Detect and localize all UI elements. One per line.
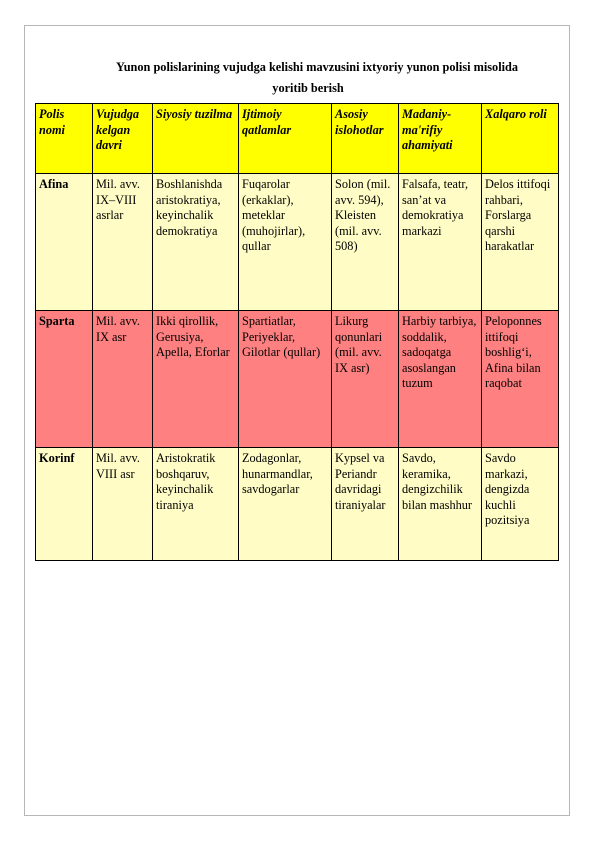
cell-reforms: Solon (mil. avv. 594), Kleisten (mil. avv. 508) bbox=[332, 174, 399, 311]
cell-period: Mil. avv. IX–VIII asrlar bbox=[93, 174, 153, 311]
cell-period: Mil. avv. VIII asr bbox=[93, 448, 153, 561]
header-xalqaro-roli: Xalqaro roli bbox=[482, 104, 559, 174]
cell-reforms: Kypsel va Periandr davridagi tiraniyalar bbox=[332, 448, 399, 561]
cell-social-strata: Fuqarolar (erkaklar), meteklar (muhojirlar), qullar bbox=[239, 174, 332, 311]
table-row-sparta bbox=[36, 311, 559, 448]
cell-social-strata: Zodagonlar, hunarmandlar, savdogarlar bbox=[239, 448, 332, 561]
header-vujudga-kelgan-davri: Vujudga kelgan davri bbox=[93, 104, 153, 174]
cell-cultural-significance: Savdo, keramika, dengizchilik bilan mashhur bbox=[399, 448, 482, 561]
cell-polis-name: Korinf bbox=[36, 448, 93, 561]
cell-cultural-significance: Harbiy tarbiya, soddalik, sadoqatga asoslangan tuzum bbox=[399, 311, 482, 448]
cell-period: Mil. avv. IX asr bbox=[93, 311, 153, 448]
cell-political-structure: Boshlanishda aristokratiya, keyinchalik demokratiya bbox=[153, 174, 239, 311]
cell-reforms: Likurg qonunlari (mil. avv. IX asr) bbox=[332, 311, 399, 448]
document-title bbox=[58, 57, 558, 99]
title-line-1: Yunon polislarining vujudga kelishi mavzusini ixtyoriy yunon polisi misolida bbox=[115, 60, 519, 74]
header-asosiy-islohotlar: Asosiy islohotlar bbox=[332, 104, 399, 174]
polis-table bbox=[35, 103, 559, 561]
cell-international-role: Peloponnes ittifoqi boshlig‘i, Afina bilan raqobat bbox=[482, 311, 559, 448]
header-polis-nomi: Polis nomi bbox=[36, 104, 93, 174]
cell-polis-name: Sparta bbox=[36, 311, 93, 448]
cell-international-role: Savdo markazi, dengizda kuchli pozitsiya bbox=[482, 448, 559, 561]
table-row-korinf bbox=[36, 448, 559, 561]
header-ijtimoiy-qatlamlar: Ijtimoiy qatlamlar bbox=[239, 104, 332, 174]
header-siyosiy-tuzilma: Siyosiy tuzilma bbox=[153, 104, 239, 174]
cell-political-structure: Ikki qirollik, Gerusiya, Apella, Eforlar bbox=[153, 311, 239, 448]
cell-cultural-significance: Falsafa, teatr, san’at va demokratiya markazi bbox=[399, 174, 482, 311]
header-madaniy-marifiy-ahamiyati: Madaniy-ma'rifiy ahamiyati bbox=[399, 104, 482, 174]
title-line-2: yoritib berish bbox=[272, 81, 344, 95]
table-row-afina bbox=[36, 174, 559, 311]
cell-political-structure: Aristokratik boshqaruv, keyinchalik tiraniya bbox=[153, 448, 239, 561]
cell-social-strata: Spartiatlar, Periyeklar, Gilotlar (qullar) bbox=[239, 311, 332, 448]
cell-polis-name: Afina bbox=[36, 174, 93, 311]
cell-international-role: Delos ittifoqi rahbari, Forslarga qarshi harakatlar bbox=[482, 174, 559, 311]
table-header-row bbox=[36, 104, 559, 174]
